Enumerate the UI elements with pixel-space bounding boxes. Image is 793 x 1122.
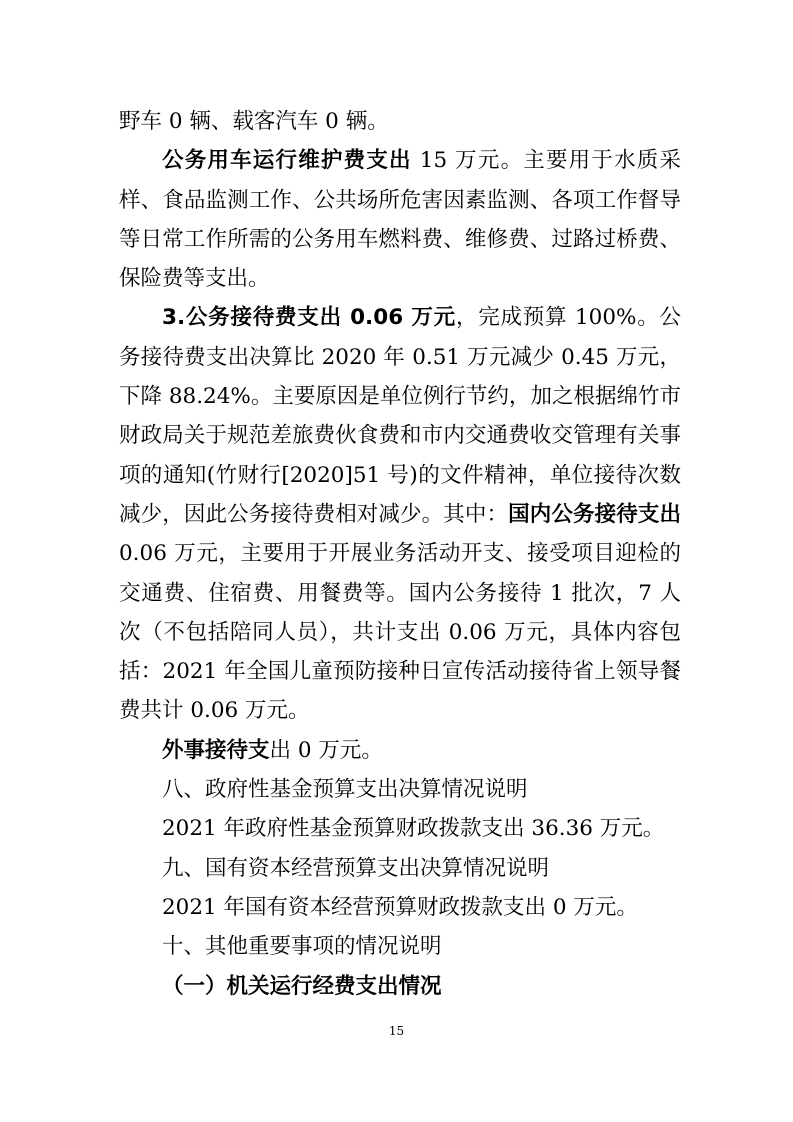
section-heading-9 [119,849,681,888]
paragraph-vehicle-maintenance [119,141,681,298]
paragraph-bold-lead: 外事接待支 [162,737,270,763]
paragraph-foreign-reception [119,731,681,770]
paragraph-vehicles-end [119,102,681,141]
page-content [119,102,681,1006]
paragraph-text: 2021 年政府性基金预算财政拨款支出 36.36 万元。 [162,816,665,842]
paragraph-gov-fund [119,809,681,848]
heading-text: （一）机关运行经费支出情况 [162,973,442,999]
paragraph-bold-lead: 3.公务接待费支出 0.06 万元 [162,305,456,331]
heading-text: 九、国有资本经营预算支出决算情况说明 [162,855,550,881]
paragraph-reception-expense [119,298,681,730]
section-heading-8 [119,770,681,809]
section-heading-10 [119,927,681,966]
heading-text: 八、政府性基金预算支出决算情况说明 [162,777,528,803]
paragraph-text: 15 万元。主要用于水质采样、食品监测工作、公共场所危害因素监测、各项工作督导等日常工作所需的公务用车燃料费、维修费、过路过桥费、保险费等支出。 [119,148,681,292]
heading-text: 十、其他重要事项的情况说明 [162,934,442,960]
page-number: 15 [388,1024,405,1038]
paragraph-text: ，完成预算 100%。公务接待费支出决算比 2020 年 0.51 万元减少 0.45 万元，下降 88.24%。主要原因是单位例行节约，加之根据绵竹市财政局关于规范差旅费伙食费和市内交通费收交管理有关事项的通知(竹财行[2020]51 号)的文件精神，单位接待次数减少，因此公务接待费相对减少。其中： [119,305,681,527]
paragraph-text-continued: 0.06 万元，主要用于开展业务活动开支、接受项目迎检的交通费、住宿费、用餐费等。国内公务接待 1 批次，7 人次（不包括陪同人员），共计支出 0.06 万元，具体内容包括：2021 年全国儿童预防接种日宣传活动接待省上领导餐费共计 0.06 万元。 [119,541,681,724]
paragraph-bold-inline: 国内公务接待支出 [508,501,681,527]
paragraph-bold-lead: 公务用车运行维护费支出 [162,148,412,174]
paragraph-text: 出 0 万元。 [269,737,383,763]
subsection-heading-10-1 [119,967,681,1006]
paragraph-text: 野车 0 辆、载客汽车 0 辆。 [119,109,389,134]
paragraph-text: 2021 年国有资本经营预算财政拨款支出 0 万元。 [162,894,638,920]
paragraph-state-capital [119,888,681,927]
